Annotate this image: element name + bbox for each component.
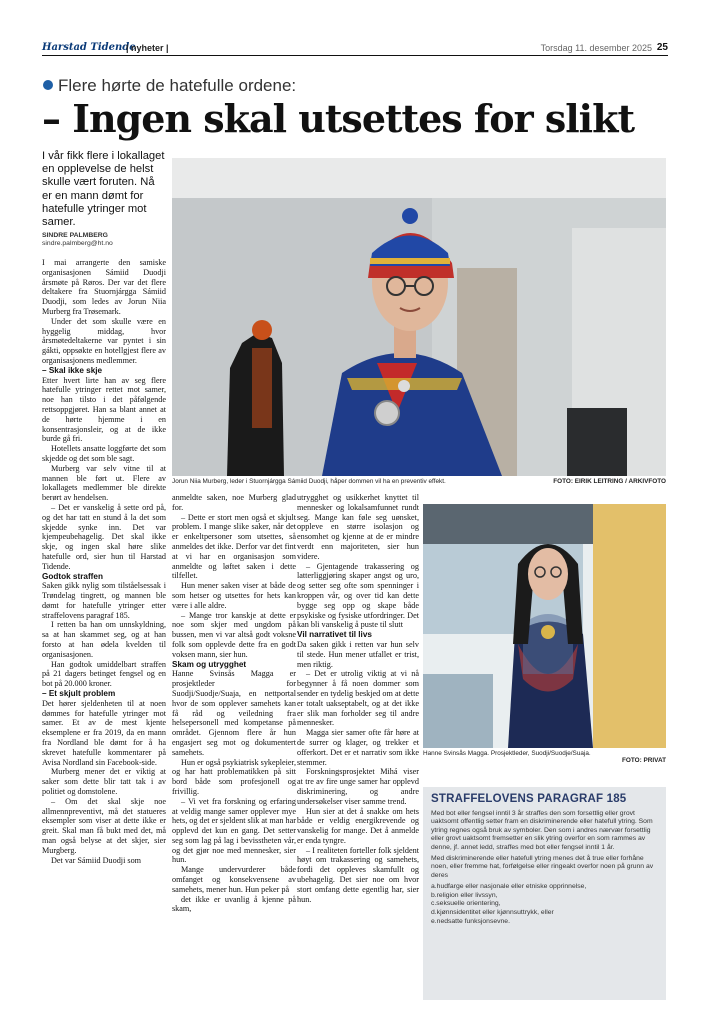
main-photo — [172, 158, 666, 476]
article-paragraph: Murberg mener det er viktig at saker som dette blir tatt tak i av politiet og domstolene. — [42, 767, 166, 797]
article-paragraph: – I realiteten forteller folk sjeldent høyt om trakassering og samehets, fordi det oppleves skamfullt og ubehagelig. Det sier noe om hvor stort omfang dette egentlig har, sier hun. — [297, 845, 419, 904]
article-paragraph: – Om det skal skje noe allmennpreventivt, må det statueres eksempler som viser at dette ikke er greit. Skal man få bukt med det, må man også belyse at det skjer, sier Murgberg. — [42, 796, 166, 855]
article-paragraph: – Det er utrolig viktig at vi nå begynner å få noen dommer som sender en tydelig beskjed om at dette er totalt uakseptabelt, og at det ikke er slik man forholder seg til andre mennesker. — [297, 669, 419, 728]
factbox-title: STRAFFELOVENS PARAGRAF 185 — [431, 793, 627, 805]
article-column-3 — [297, 493, 419, 998]
secondary-photo-caption — [423, 750, 666, 764]
article-paragraph: Det hører sjeldenheten til at noen dømmes for hatefulle ytringer mot samer. Et av de mest kjente eksemplene er fra 2019, da en mann fra Nordland ble dømt for å ha skrevet hatefulle kommentarer på Avisa Nordland sin Facebook-side. — [42, 698, 166, 767]
article-subheading: – Et skjult problem — [42, 689, 116, 699]
article-paragraph: Forskningsprosjektet Mihá viser at tre av fire unge samer har opplevd diskriminering, og andre undersøkelser viser samme trend. — [297, 767, 419, 806]
article-subheading: Godtok straffen — [42, 571, 103, 581]
article-paragraph: Hotellets ansatte loggførte det som skjedde og det som ble sagt. — [42, 444, 166, 463]
portrait-illustration-2 — [423, 504, 666, 748]
main-photo-caption — [172, 478, 666, 485]
newspaper-logo: Harstad Tidende — [42, 42, 136, 53]
factbox-list-item: b.religion eller livssyn, — [431, 891, 498, 899]
factbox — [423, 787, 666, 1000]
article-paragraph: Mange undervurderer både omfanget og konsekvensene av samehets, mener hun. Hun peker på — [172, 865, 296, 894]
article-paragraph: Saken gikk nylig som tilståelsessak i Trøndelag tingrett, og mannen ble dømt for hatefulle ytringer etter straffelovens paragraf 185. — [42, 581, 166, 620]
bullet-dot-icon — [43, 80, 53, 90]
article-paragraph: Hanne Svinsås Magga er prosjektleder for Suodji/Suodje/Suaja, en nettportal hvor de som opplever samehets kan få råd og veiledning fra helsepersonell med kompetanse på området. Gjennom flere år hun engasjert seg mot og dokumentert samehets. — [172, 669, 296, 757]
byline-name: SINDRE PALMBERG — [42, 232, 108, 239]
article-column-2 — [172, 493, 296, 998]
secondary-photo-caption-text: Hanne Svinsås Magga. Prosjektleder, Suodji/Suodje/Suaja. — [423, 750, 591, 757]
article-subheading: Vil narrativet til livs — [297, 630, 372, 640]
article-paragraph: Hun er også psykiatrisk sykepleier, og har hatt problematikken på sitt bord både som profesjonell og frivillig. — [172, 757, 296, 796]
article-paragraph: – Det er vanskelig å sette ord på, og det har tatt en stund å la det som skjedde synke inn. Det var kjempeubehagelig. Det skal ikke skje, og ingen skal høre slike hatefulle ord, sier hun til Harstad Tidende. — [42, 502, 166, 571]
article-paragraph: Murberg var selv vitne til at mannen ble ført ut. Flere av lokallagets medlemmer ble direkte berørt av hendelsen. — [42, 463, 166, 503]
ingress: I vår fikk flere i lokallaget en opplevelse de helst skulle vært foruten. Nå er en mann dømt for hatefulle ytringer mot samer. — [42, 150, 165, 229]
article-paragraph: Under det som skulle være en hyggelig middag, hvor årsmøtedeltakerne var pyntet i sin gákti, oppsøkte en hotellgjest flere av organisasjonens medlemmer. — [42, 316, 166, 365]
article-paragraph: Magga sier samer ofte får høre at de surrer og klager, og trekker et offerkort. Det er et narrativ som ikke stemmer. — [297, 728, 419, 767]
main-photo-caption-text: Jorun Niia Murberg, leder i Stuornjárgga Sámiid Duodji, håper dommen vil ha en preventiv effekt. — [172, 478, 446, 485]
page-number: 25 — [656, 42, 668, 53]
factbox-list-item: d.kjønnsidentitet eller kjønnsuttrykk, eller — [431, 909, 554, 917]
portrait-illustration — [172, 158, 666, 476]
secondary-photo-credit: FOTO: PRIVAT — [621, 757, 666, 764]
article-paragraph: anmeldte saken, noe Murberg glad for. — [172, 493, 296, 512]
article-paragraph: utrygghet og usikkerhet knyttet til mennesker og lokalsamfunnet rundt seg. Mange kan føle seg uønsket, oppleve en større isolasjon og ensomhet og kjenne at de er mindre verdt enn majoriteten, sier hun videre. — [297, 493, 419, 561]
article-paragraph: I mai arrangerte den samiske organisasjonen Sámiid Duodji årsmøte på Røros. Der var det flere deltakere fra Stuornjárgga Sámiid Duodji, som ledes av Jorun Niia Murberg fra Trøsemark. — [42, 258, 166, 316]
factbox-paragraph-2: Med diskriminerende eller hatefull ytring menes det å true eller forhåne noen, eller fremme hat, forfølgelse eller ringeakt overfor noen på grunn av deres — [431, 855, 654, 879]
factbox-list-item: e.nedsatte funksjonsevne. — [431, 917, 510, 925]
article-paragraph: Det var Sámiid Duodji som — [51, 855, 142, 865]
factbox-list-item: c.seksuelle orientering, — [431, 900, 501, 908]
article-paragraph: – Mange tror kanskje at dette er noe som skjer med ungdom på bussen, men vi var altså godt voksne folk som opplevde dette fra en godt voksen mann, sier hun. — [172, 610, 296, 659]
article-paragraph: det ikke er uvanlig å kjenne på skam, — [172, 894, 296, 914]
article-paragraph: Etter hvert lirte han av seg flere hatefulle ytringer rettet mot samer, noe han tilsto i det påfølgende rettsoppgjøret. Han sa blant annet at de hørte hjemme i en konsentrasjonsleir, og at de ikke burde gå fri. — [42, 375, 166, 444]
headline: – Ingen skal utsettes for slikt — [42, 96, 634, 141]
factbox-paragraph-1: Med bot eller fengsel inntil 3 år straffes den som forsettlig eller grovt uaktsomt offentlig setter fram en diskriminerende eller hatefull ytring. Som ytring regnes også bruk av symboler. Den som i andres nærvær forsettlig eller grovt uaktsomt fremsetter en slik ytring overfor en som rammes av denne, jf. annet ledd, straffes med bot eller fengsel inntil 1 år. — [431, 810, 653, 851]
kicker — [43, 76, 296, 96]
article-paragraph: – Vi vet fra forskning og erfaring at veldig mange samer opplever mye hets, og det er sjeldent slik at man har opplevd det kun en gang. Det setter seg som lag på lag i bevisstheten vår, og det gjør noe med mennesker, sier hun. — [172, 796, 296, 865]
byline-email: sindre.palmberg@ht.no — [42, 240, 113, 247]
article-paragraph: Hun mener saken viser at både de som hetser og utsettes for hets kan være i alle aldre. — [172, 581, 296, 610]
page-header — [42, 42, 668, 56]
article-paragraph: Han godtok umiddelbart straffen på 21 dagers betinget fengsel og en bot på 20.000 kroner. — [42, 659, 166, 689]
factbox-list-item: a.hudfarge eller nasjonale eller etniske opprinnelse, — [431, 883, 587, 891]
article-paragraph: – Dette er stort men også et skjult problem. I mange slike saker, når det er enkeltpersoner som utsettes, så anmeldes det ikke. Derfor var det fint at vi har en organisasjon som anmeldte og løftet saken i dette tilfellet. — [172, 512, 296, 581]
article-paragraph: – Gjentagende trakassering og latterliggjøring skaper angst og uro, og setter seg ofte som spenninger i kroppen vår, og over tid kan dette bygge seg opp og skape både psykiske og fysiske utfordringer. Det kan bli vanskelig å puste til slutt — [297, 561, 419, 630]
article-paragraph: Da saken gikk i retten var hun selv til stede. Hun mener utfallet er trist, men riktig. — [297, 639, 419, 669]
article-column-1 — [42, 258, 166, 998]
issue-date: Torsdag 11. desember 2025 — [540, 43, 652, 53]
article-subheading: Skam og utrygghet — [172, 659, 247, 669]
article-paragraph: I retten ba han om unnskyldning, sa at han skammet seg, og at han forsto at han ødela kvelden til organisasjonen. — [42, 620, 166, 659]
kicker-text: Flere hørte de hatefulle ordene: — [58, 76, 297, 95]
main-photo-credit: FOTO: EIRIK LEITRING / ARKIVFOTO — [553, 478, 666, 485]
article-paragraph: Hun sier at det å snakke om hets både er veldig energikrevende og vanskelig for mange. Det å anmelde er enda tyngre. — [297, 806, 419, 845]
article-subheading: – Skal ikke skje — [42, 365, 103, 375]
section-label: | nyheter | — [126, 43, 169, 53]
secondary-photo — [423, 504, 666, 748]
byline — [42, 232, 166, 248]
